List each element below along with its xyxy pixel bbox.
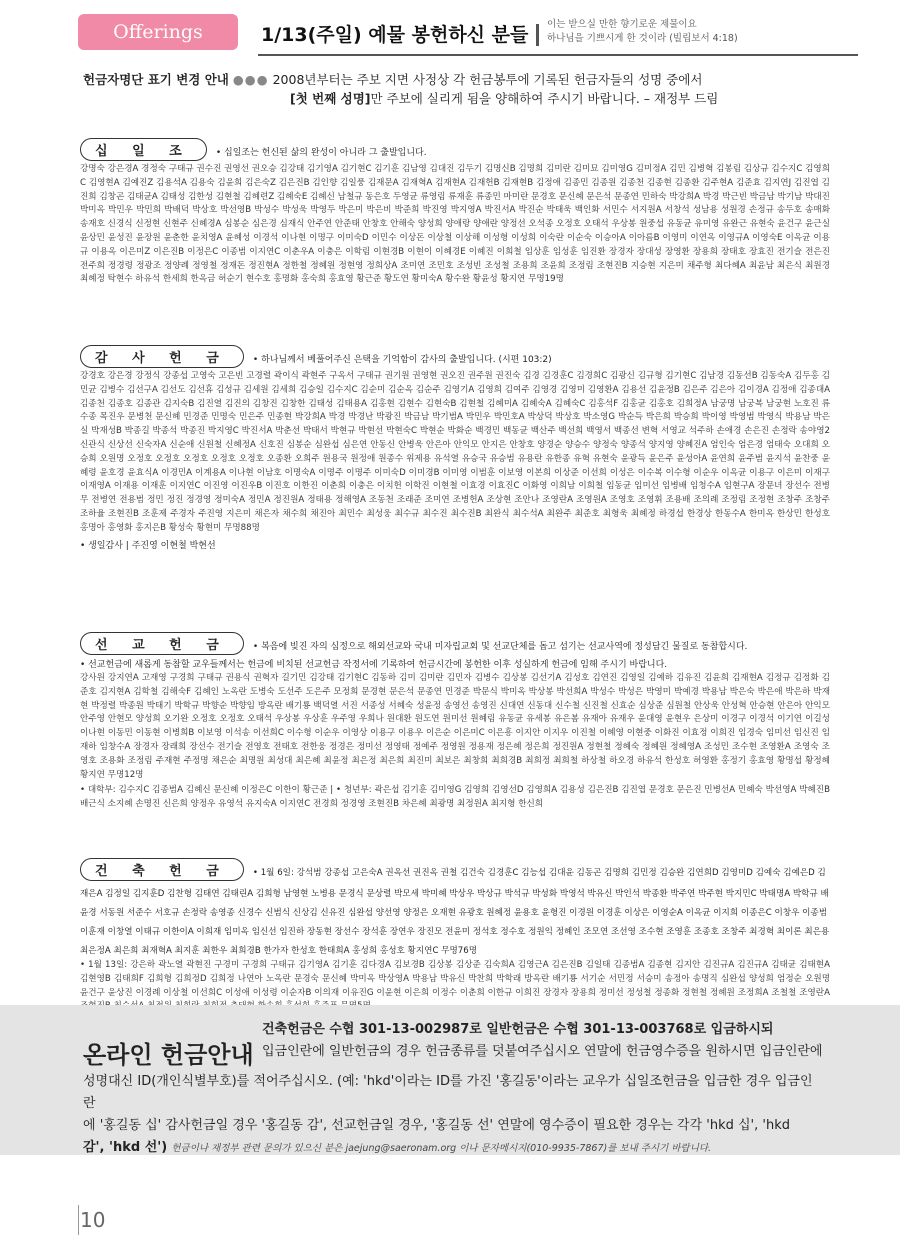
- section-description: • 1월 6일: 강석범 강종섭 고은숙A 권옥선 권진옥 권철 김건숙 김경훈C 김능섭 김대윤 김동곤 김명희 김민정 김승완 김연희D 김영미D 김예숙 김예은D 김재은A 김정일 김지훈D 김찬형 김태연 김태린A 김희형 남영현 노병용 문경식 문상렬 박모세 박미혜 박상우 박상규 박석규 박성화 박영석 박유신 박인석 박종환 박주연 박주현 박지민C 박태명A 박학규 배윤경 서동원 서준수 서호규 손정락 송영종 신경수 신범식 신상김 신유진 심완섭 양선영 양정은 오재현 유광호 원혜정 윤용호 윤형진 이경원 이경훈 이상은 이영순A 이옥균 이지희 이종은C 이창우 이종범 이훈재 이창열 이태규 이한이A 이희재 임미옥 임신선 임진하 장동현 장선수 장석훈 장연우 장진모 전윤미 정석호 정수호 정원익 정혜인 조모연 조선영 조수현 조영훈 조종호 조창주 최경혁 최이론 최은용 최은정A 최은희 최재혁A 최지훈 최한우 최희경B 한가자 한성호 한태희A 홍성희 홍성호 황지연C 무명76명: [80, 868, 830, 956]
- instruction-line-5: 감', 'hkd 선'): [83, 1140, 168, 1155]
- mission-section: [80, 632, 830, 812]
- header: [78, 14, 838, 52]
- contact-info: 헌금이나 재정부 관련 문의가 있으신 분은 jaejung@saeronam.org 이나 문자메시지(010-9935-7867)를 보내 주시기 바랍니다.: [171, 1143, 712, 1154]
- donor-list: 강사원 강지연A 고재영 구경희 구태규 권용식 권혁자 길기민 김강태 김기현C 김동하 김미 김미란 김민자 김병수 김상봉 김선기A 김성호 김연진 김영일 김예하 김유진 김윤희 김재현A 김정규 김정화 김준호 김지현A 김학철 김해숙F 김혜인 노옥란 도병숙 도선주 도은주 모정희 문경현 문은석 문종연 민경준 박문식 박미옥 박상봉 박선희A 박성수 박성은 박영미 박예경 박용남 박은숙 박은애 박은하 박재현 박정렬 박종원 박태기 박학규 박향순 박향임 방옥란 배기룡 백덕열 서진 서종성 서혜숙 성윤정 송영선 송영진 신대연 신동대 신수철 신진철 신효순 심상준 심원철 안상욱 안성혁 안승현 안은아 안익모 안주영 안현모 양성희 오기완 오정호 오정호 오태석 우상봉 우상훈 우주영 우희나 원대환 원도연 원미선 원혜림 유동균 유세봉 유은봄 유재아 유재우 윤대영 윤현우 은상미 이경구 이경석 이기연 이길성 이나현 이동민 이동현 이병희B 이보영 이석송 이선희C 이수형 이순우 이영상 이용구 이용우 이은순 이은미C 이은흥 이지안 이지우 이진철 이혜영 이현중 이화진 이효정 이희진 임경숙 임미선 임신진 임재하 임창수A 장경자 장래희 장선수 전기슬 전영호 전태호 전한웅 정경은 정미선 정영태 정예주 정영원 정용재 정은혜 정은희 정진원A 정현철 정혜숙 정혜원 정혜영A 조성민 조수현 조영환A 조영숙 조영호 조용화 조정림 주재현 주정명 채은순 최명원 최성대 최은혜 최윤정 최은정 최은희 최진미 최보은 최창희 최희경B 최희정 최희철 하상철 하오경 하유석 한성호 허영환 홍정기 홍효영 황명섭 황정혜 황지연 무명12명: [80, 673, 830, 780]
- notice-text-1: 2008년부터는 주보 지면 사정상 각 헌금봉투에 기록된 헌금자들의 성명 중에서: [272, 72, 703, 87]
- notice-highlight: [첫 번째 성명]: [290, 91, 371, 106]
- verse-line-2: 하나님을 기쁘시게 한 것이라 (빌립보서 4:18): [547, 33, 738, 44]
- notice-block: [83, 70, 803, 108]
- header-rule: [258, 54, 858, 56]
- donor-list: • 1월 13일: 강은하 곽노열 곽현진 구경미 구경희 구태규 김기영A 김기훈 김다경A 김보경B 김상봉 김상준 김숙희A 김영근A 김은진B 김일태 김종범A 김종현 김지안 김진규A 김진규A 김태균 김태현A 김현영B 김태희F 김희형 김희정D 김희정 나연아 노옥란 문경숙 문신혜 박미옥 박상영A 박용남 박유신 박찬희 박학래 방옥란 배기룡 서기순 서민정 서승미 송정아 송명직 심완섭 양성희 엄정순 오원명 윤건구 윤상진 이경례 이상철 이선희C 이성애 이성령 이순자B 이의재 이유진G 이윤현 이은희 이정수 이춘희 이한규 이희진 장경자 장용희 정미선 정성철 정종화 정현철 정혜원 조정희A 조철철 조영란A: [80, 960, 830, 998]
- offerings-badge: Offerings: [78, 14, 238, 50]
- verse-line-1: 이는 받으실 만한 향기로운 제물이요: [547, 19, 697, 30]
- section-description: • 하나님께서 베풀어주신 은택을 기억함이 감사의 출발입니다. (시편 103:2): [252, 355, 552, 365]
- section-description: • 복음에 빚진 자의 심정으로 해외선교와 국내 미자립교회 및 선교단체를 돕고 섬기는 선교사역에 정성담긴 물질로 동참합시다.: [252, 642, 748, 652]
- thanksgiving-section: [80, 345, 830, 551]
- section-description: • 십일조는 헌신된 삶의 완성이 아니라 그 출발입니다.: [215, 148, 427, 158]
- group-donors: • 대학부: 김수지C 김종범A 김혜신 문신혜 이정은C 이한이 황근준 | • 청년부: 곽은섭 김기훈 김미영G 김영희 김영선D 김영희A 김용성 김은진B 김진엽 문경호 문은진 민병선A 민혜숙 박선영A 박혜진B 배근식 소지혜 손명진 신은희 양정우 유영석 유지숙A 이지연C 전경희 정경영 조현진B 차은혜 최광명 최정원A 최지형 한신희: [80, 785, 830, 810]
- online-title: 온라인 헌금안내: [83, 1041, 254, 1069]
- section-caption: 건 축 헌 금: [80, 858, 244, 881]
- building-section: [80, 858, 830, 1014]
- donor-list: 강명숙 강은경A 경정숙 구태규 권수진 권영선 권오승 김강태 김기영A 김기현C 김기훈 김남영 김대진 김두기 김명신B 김명희 김미란 김미묘 김미영G 김미정A 김민 김병혁 김봉림 김상규 김수지C 김영희C 김영현A 김예진Z 김용석A 김용숙 김윤희 김은숙Z 김은진B 김인향 김일풍 김재문A 김재혁A 김재현A 김재헌B 김재현B 김정애 김종민 김종원 김종천 김종현 김종환 김주현A 김준효 김지연J 김진엽 김진희 김창곤 김태균A 김태성 김한성 김현철 김혜련Z 김혜숙E 김혜신 남철규 동은호 두영균 류영림 류재훈 류종민 마미란 문경호 문신혜 문은석 문종연 민하숙 박강희A 박경 박근빈 박금남 박기남 박대진 박미옥 박민우 박민희 박배덕 박상호 박선영B 박성수 박성욱 박영두 박은미 박은비 박준희 박진영 박지영A 박진서A 박진순 박태욱 백인화 서민수 서지원A 서창석 성남용 성원경 손정규 송두호 송매화 송재호 신경식 신정현 신현주 신혜경A 심봉순 심은경 심재식 안주연 안준태 안창호 안해숙 양성희 양애랑 양애란 양정선 오석종 오정호 오태석 우상봉 원중섭 유동균 유미영 유완근 유현숙 윤건구 윤근실 윤상민 윤성진 윤장원 윤춘한 윤치영A 윤혜성 이경석 이나현 이명구 이미숙D 이민수 이상돈 이상철 이상해 이성형 이성희 이숙란 이순숙 이승아A 이아름B 이영미 이연옥 이영규A 이영숙E 이옥균 이용규 이용옥 이은미Z 이은진B 이정은C 이종범 이지연C 이춘우A 이충은 이학림 이현경B 이현이 이혜경E 이혜진 이희철 임상훈 임성훈 임진환 장경자 장대성 장영환 장용희 장태호 장효진 전기슬 전은진 전주희 정경령 정광조 정양례 정영철 정재돈 정진현A 정한철 정혜원 정현영 정희상A 조미연 조민호 조성빈 조성철 조용희 조윤희 조정림 조현진B 지승현 지은미 채주형 최다혜A 최윤남 최은식 최원경 최혜정 탁현수 하유석 한세희 한옥금 허순기 현수호 홍명화 홍숙희 홍효영 황근준 황도연 황미숙A 황수완 황윤성 황지연 무명19명: [80, 164, 830, 285]
- section-caption: 감 사 헌 금: [80, 345, 244, 368]
- instruction-line-3: 성명대신 ID(개인식별부호)를 적어주십시오. (예: 'hkd'이라는 ID를 가진 '홍길동'이라는 교우가 십일조헌금을 입금한 경우 입금인란: [83, 1074, 813, 1111]
- page-number: 10: [80, 1208, 106, 1232]
- tithe-section: [80, 138, 830, 287]
- online-giving-box: [0, 1005, 900, 1155]
- section-caption: 선 교 헌 금: [80, 632, 244, 655]
- dots-icon: ●●●: [232, 72, 269, 87]
- divider: [536, 24, 539, 46]
- section-note: • 선교헌금에 새롭게 동참할 교우들께서는 헌금에 비치된 선교헌금 작정서에 기록하여 헌금시간에 봉헌한 이후 성실하게 헌금에 임해 주시기 바랍니다.: [80, 660, 668, 670]
- scripture-verse: [547, 18, 738, 46]
- account-line-1: 건축헌금은 수협 301-13-002987로 일반헌금은 수협 301-13-003768로 입금하시되: [262, 1022, 774, 1037]
- donor-list: 강경호 강은경 강정식 강종섭 고영숙 고은빈 고경렬 곽이식 곽현주 구옥서 구태규 권기원 권영현 권오진 권주원 권진숙 김경 김경훈C 김경희C 김광신 김규형 김기현C 김남경 김동선B 김동숙A 김두홍 김민균 김병수 김선구A 김선도 김선휴 김성규 김세원 김세희 김승일 김수지C 김순미 김순옥 김순주 김영기A 김영희 김여주 김영경 김영미 김영환A 김용선 김윤정B 김은주 김은아 김이경A 김정애 김종대A 김종천 김종호 김종관 김지숙B 김진열 김진의 김창진 김창한 김태성 김태용A 김홍현 김현수 김현숙B 김현철 김혜미A 김혜숙A 김혜숙C 김홍석F 김홍균 김홍호 김희정A 남궁명 남궁복 남궁현 노호진 류수종 목진우 문병천 문신혜 민경준 민명숙 민은주 민종현 박강희A 박경 박경난 박광진 박금남 박기범A 박민우 박민호A 박상덕 박상호 박소영G 박순득 박은희 박승희 박이영 박영범 박영식 박용남 박은실 박재성B 박종길 박종석 박종진 박지영C 박진서A 박춘선 박태서 박현규 박현선 박현숙C 박현순 박화순 백경민 백동균 백산주 백선희 백영서 백종선 변혁 서영교 석주하 손애경 손은진 손정락 송야영2 신관식 신상선 신숙자A 신순애 신원철 신혜정A 신호진 심봉순 심완섭 심은연 안동신 안병욱 안은아 안익모 안지은 안창호 양경순 양승수 양정숙 양종석 양지영 양혜진A 엄인숙 엄은경 엄태숙 오대희 오승희 오원명 오정호 오정호 오정호 오정호 오정호 오종환 오희주 원용국 원정애 원종수 위제용 유석열 유승국 유승범 유용란 유한종 유혁 유현숙 윤광득 윤은주 윤성아A 윤연희 윤주범 윤지석 윤찬중 윤혜령 윤호경 윤효식A 이경민A 이계용A 이나현 이남호 이명숙A 이명주 이명주 이미숙D 이미경B 이미영 이범훈 이보영 이본희 이상준 이선희 이성은 이수복 이수형 이순우 이옥균 이용구 이은미 이재구 이재영A 이재용 이재훈 이지연C 이진영 이진우B 이진호 이한진 이춘희 이충은 이치헌 이학진 이현철 이효경 이효진C 이화영 이희남 이희철 임동균 임미선 임병배 임청수A 임현구A 장문녀 장선수 전병무 전병연 전용범 정민 정진 정경영 정미숙A 정민A 정진원A 정태용 정해영A 조동천 조래준 조미연 조병헌A 조상현 조안나 조영란A 조영원A 조영호 조영휘 조용배 조의례 조정림 조정현 조창주 조창주 조하율 조현진B 조훈제 주경자 주진영 지은미 채은자 채수희 채진아 최민수 최성웅 최수규 최수진 최수진B 최완식 최수석A 최완주 최준호 최형욱 최혜정 하경섭 한경상 한동수A 한미옥 한상민 한성호 홍명아 홍영화 홍지은B 황성숙 황현미 무명88명: [80, 371, 830, 533]
- id-instructions: [83, 1071, 813, 1160]
- section-caption: 십 일 조: [80, 138, 207, 161]
- page-title: 1/13(주일) 예물 봉헌하신 분들: [261, 24, 529, 46]
- account-line-2: 입금인란에 일반헌금의 경우 헌금종류를 덧붙여주십시오 연말에 헌금영수증을 원하시면 입금인란에: [262, 1044, 823, 1059]
- instruction-line-4: 에 '홍길동 십' 감사헌금일 경우 '홍길동 감', 선교헌금일 경우, '홍길동 선' 연말에 영수증이 필요한 경우는 각각 'hkd 십', 'hkd: [83, 1118, 790, 1133]
- page-divider: [78, 1205, 79, 1235]
- account-info: [262, 1019, 862, 1063]
- notice-text-2: 만 주보에 실리게 됨을 양해하여 주시기 바랍니다. – 재정부 드림: [370, 91, 719, 106]
- notice-label: 헌금자명단 표기 변경 안내: [83, 72, 229, 87]
- birthday-thanks: • 생일감사 | 주진영 이현철 박현선: [80, 540, 216, 551]
